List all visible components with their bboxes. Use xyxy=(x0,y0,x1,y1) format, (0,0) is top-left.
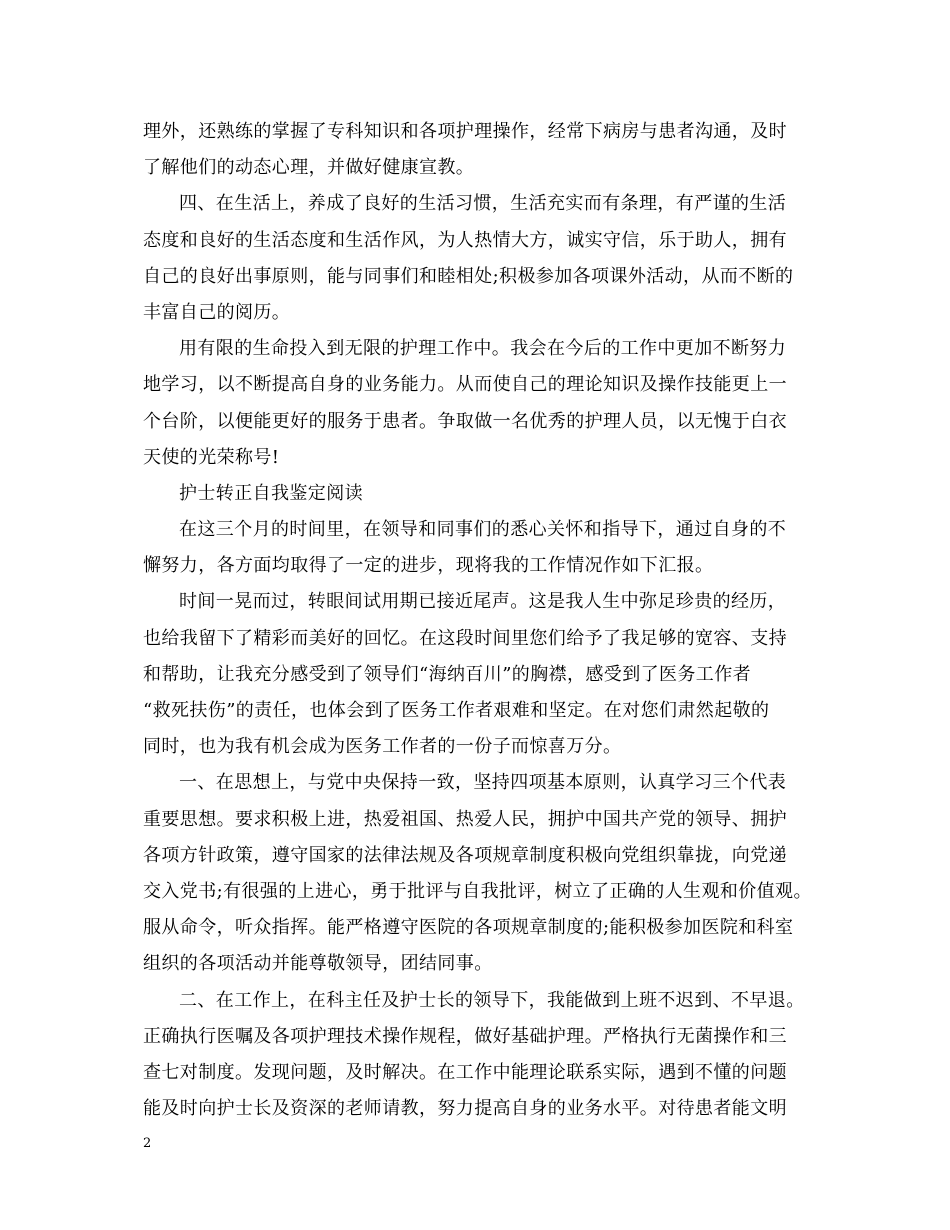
text-line: 服从命令，听众指挥。能严格遵守医院的各项规章制度的;能积极参加医院和科室 xyxy=(143,917,794,939)
text-line: 一、在思想上，与党中央保持一致，坚持四项基本原则，认真学习三个代表 xyxy=(179,772,787,794)
text-line: 能及时向护士长及资深的老师请教，努力提高自身的业务水平。对待患者能文明 xyxy=(143,1098,787,1120)
text-line: 查七对制度。发现问题，及时解决。在工作中能理论联系实际，遇到不懂的问题 xyxy=(143,1061,787,1083)
text-line: 二、在工作上，在科主任及护士长的领导下，我能做到上班不迟到、不早退。 xyxy=(179,989,805,1011)
text-line: 同时，也为我有机会成为医务工作者的一份子而惊喜万分。 xyxy=(143,736,622,758)
text-line: 自己的良好出事原则，能与同事们和睦相处;积极参加各项课外活动，从而不断的 xyxy=(143,265,794,287)
text-line: 用有限的生命投入到无限的护理工作中。我会在今后的工作中更加不断努力 xyxy=(179,338,787,360)
text-line: “救死扶伤”的责任，也体会到了医务工作者艰难和坚定。在对您们肃然起敬的 xyxy=(143,700,770,721)
text-line: 组织的各项活动并能尊敬领导，团结同事。 xyxy=(143,953,493,975)
text-line: 地学习，以不断提高自身的业务能力。从而使自己的理论知识及操作技能更上一 xyxy=(143,374,787,396)
text-line: 交入党书;有很强的上进心，勇于批评与自我批评，树立了正确的人生观和价值观。 xyxy=(143,880,812,902)
text-line: 正确执行医嘱及各项护理技术操作规程，做好基础护理。严格执行无菌操作和三 xyxy=(143,1025,787,1047)
text-line: 和帮助，让我充分感受到了领导们“海纳百川”的胸襟，感受到了医务工作者 xyxy=(143,663,752,685)
text-line: 四、在生活上，养成了良好的生活习惯，生活充实而有条理，有严谨的生活 xyxy=(179,193,787,215)
page-number: 2 xyxy=(143,1136,152,1151)
text-line: 也给我留下了精彩而美好的回忆。在这段时间里您们给予了我足够的宽容、支持 xyxy=(143,627,787,649)
text-line: 重要思想。要求积极上进，热爱祖国、热爱人民，拥护中国共产党的领导、拥护 xyxy=(143,808,787,830)
text-line: 态度和良好的生活态度和生活作风，为人热情大方，诚实守信，乐于助人，拥有 xyxy=(143,229,787,251)
text-line: 护士转正自我鉴定阅读 xyxy=(179,482,363,504)
text-line: 天使的光荣称号! xyxy=(143,446,280,468)
text-line: 理外，还熟练的掌握了专科知识和各项护理操作，经常下病房与患者沟通，及时 xyxy=(143,121,787,142)
text-line: 在这三个月的时间里，在领导和同事们的悉心关怀和指导下，通过自身的不 xyxy=(179,519,787,541)
text-line: 个台阶，以便能更好的服务于患者。争取做一名优秀的护理人员，以无愧于白衣 xyxy=(143,410,787,432)
text-line: 时间一晃而过，转眼间试用期已接近尾声。这是我人生中弥足珍贵的经历， xyxy=(179,591,787,613)
text-line: 了解他们的动态心理，并做好健康宣教。 xyxy=(143,157,475,179)
text-line: 丰富自己的阅历。 xyxy=(143,301,291,323)
text-line: 各项方针政策，遵守国家的法律法规及各项规章制度积极向党组织靠拢，向党递 xyxy=(143,844,787,866)
text-line: 懈努力，各方面均取得了一定的进步，现将我的工作情况作如下汇报。 xyxy=(143,555,714,577)
document-body xyxy=(143,114,812,1127)
